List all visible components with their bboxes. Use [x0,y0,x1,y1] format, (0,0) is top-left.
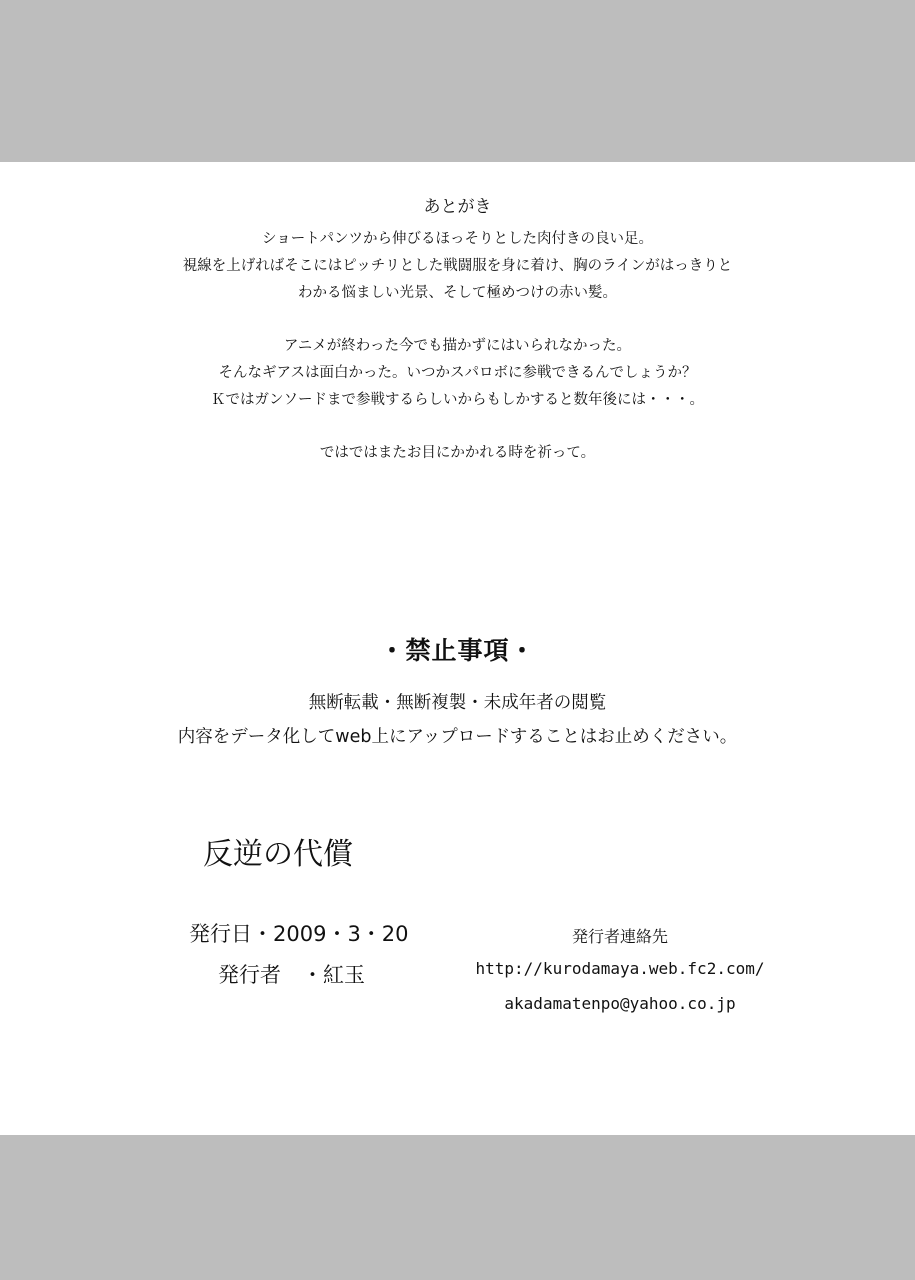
publisher-name: 発行者 ・紅玉 [218,963,365,987]
prohibitions-line: 内容をデータ化してweb上にアップロードすることはお止めください。 [177,727,738,747]
contact-email: akadamatenpo@yahoo.co.jp [504,994,736,1013]
publication-date: 発行日・2009・3・20 [189,922,409,946]
afterword-line: Ｋではガンソードまで参戦するらしいからもしかすると数年後には・・・。 [211,392,704,408]
contact-url: http://kurodamaya.web.fc2.com/ [475,959,765,978]
afterword-line: 視線を上げればそこにはピッチリとした戦闘服を身に着け、胸のラインがはっきりと [182,258,733,274]
afterword-line: アニメが終わった今でも描かずにはいられなかった。 [283,338,632,354]
bottom-gray-band [0,1135,915,1280]
book-title: 反逆の代償 [203,837,353,872]
prohibitions-title: ・禁止事項・ [379,636,536,665]
afterword-line: ショートパンツから伸びるほっそりとした肉付きの良い足。 [262,231,653,247]
afterword-closing: ではではまたお目にかかれる時を祈って。 [319,445,596,461]
afterword-line: わかる悩ましい光景、そして極めつけの赤い髪。 [298,285,617,301]
prohibitions-line: 無断転載・無断複製・未成年者の閲覧 [308,693,607,713]
afterword-title: あとがき [423,197,492,217]
afterword-line: そんなギアスは面白かった。いつかスパロボに参戦できるんでしょうか？ [218,365,697,381]
top-gray-band [0,0,915,162]
contact-heading: 発行者連絡先 [571,927,668,946]
